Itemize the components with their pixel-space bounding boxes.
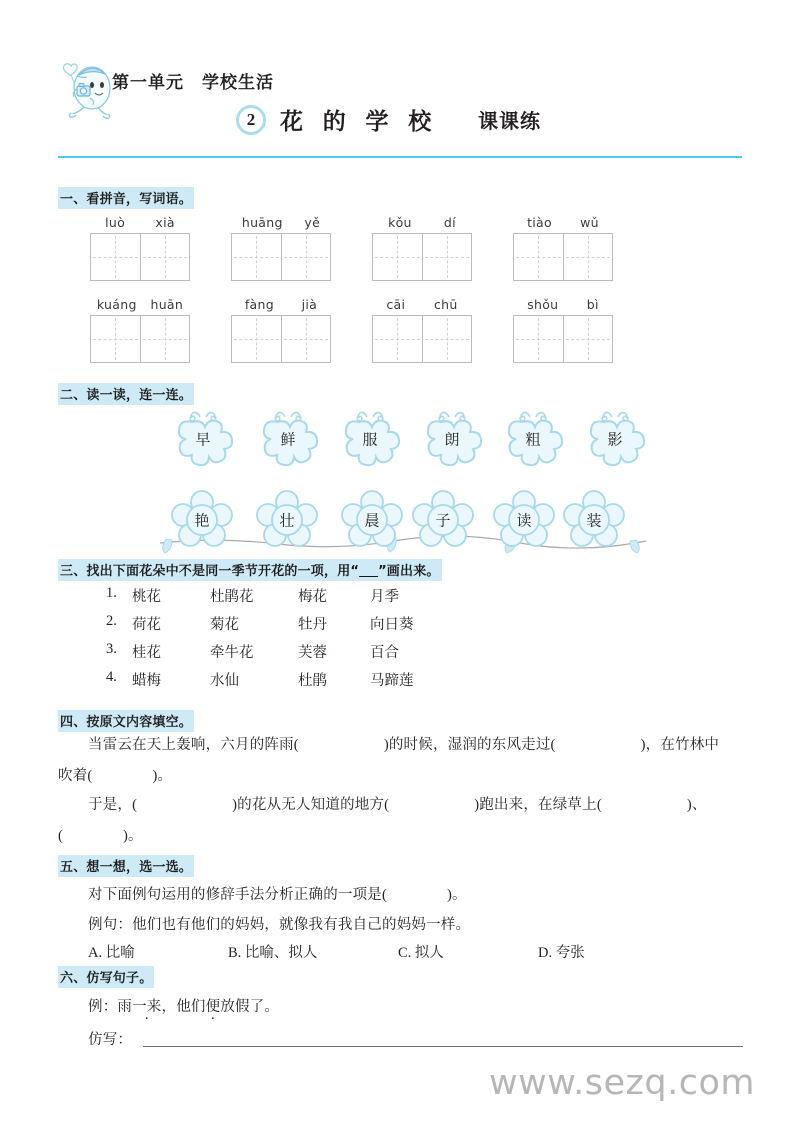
butterfly-character: 服 (362, 432, 378, 449)
flower-word[interactable]: 菊花 (210, 617, 239, 633)
butterfly-character: 鲜 (280, 432, 296, 449)
flower-season-list (106, 585, 414, 697)
flower-word[interactable]: 蜡梅 (132, 673, 161, 689)
flower-word[interactable]: 桂花 (132, 645, 161, 661)
flower-card-2[interactable] (256, 489, 318, 549)
page-header (0, 0, 800, 170)
pinyin-syllable: shǒu (527, 297, 559, 312)
imitation-example (88, 995, 279, 1016)
para-text: 当雷云在天上轰响，六月的阵雨( (88, 737, 299, 753)
example-prefix: 例：雨 (88, 999, 133, 1015)
item-number: 4. (106, 669, 117, 685)
tianzige-box[interactable] (140, 234, 189, 280)
para-text: 于是，( (88, 797, 138, 813)
flower-character: 晨 (364, 513, 380, 530)
pinyin-syllable: bì (586, 297, 599, 312)
flower-character: 子 (435, 513, 451, 530)
butterfly-card-6[interactable] (582, 408, 648, 468)
pinyin-syllable: huān (150, 297, 184, 312)
example-middle: ，他们 (161, 999, 206, 1015)
flower-word[interactable]: 百合 (370, 645, 399, 661)
pinyin-row (90, 297, 190, 312)
para-text: )、 (686, 797, 707, 813)
pinyin-row (231, 297, 331, 312)
lesson-title-row (236, 103, 438, 136)
flower-word[interactable]: 梅花 (298, 589, 327, 605)
tianzige-box[interactable] (422, 316, 471, 362)
section-heading-6: 六、仿写句子。 (58, 966, 154, 988)
pinyin-cell-1 (90, 215, 190, 281)
section-heading-3 (58, 559, 442, 581)
section-heading-3-after: ”画出来。 (378, 564, 440, 579)
flower-word[interactable]: 马蹄莲 (370, 673, 414, 689)
tianzige-grid[interactable] (513, 233, 613, 281)
pinyin-syllable: huāng (241, 215, 283, 230)
flower-word[interactable]: 杜鹃花 (210, 589, 254, 605)
para-text: ( (58, 828, 64, 844)
unit-title: 第一单元 学校生活 (112, 73, 274, 93)
section-heading-2: 二、读一读，连一连。 (58, 383, 194, 405)
item-number: 2. (106, 613, 117, 629)
flower-character: 装 (586, 513, 602, 530)
tianzige-grid[interactable] (90, 315, 190, 363)
pinyin-row (513, 297, 613, 312)
header-divider (58, 156, 742, 158)
pinyin-row (90, 215, 190, 230)
mc-options-row (88, 941, 585, 962)
tianzige-grid[interactable] (372, 233, 472, 281)
tianzige-box[interactable] (281, 316, 330, 362)
pinyin-row (372, 297, 472, 312)
flower-character: 艳 (194, 513, 210, 530)
mc-option-c[interactable]: C. 拟人 (398, 945, 444, 961)
tianzige-grid[interactable] (231, 233, 331, 281)
flower-card-3[interactable] (341, 489, 403, 549)
flower-word[interactable]: 桃花 (132, 589, 161, 605)
mc-option-a[interactable]: A. 比喻 (88, 945, 135, 961)
tianzige-box[interactable] (281, 234, 330, 280)
tianzige-box[interactable] (232, 316, 281, 362)
para-text: )，在竹林中 (640, 737, 720, 753)
tianzige-box[interactable] (563, 234, 612, 280)
pinyin-syllable: tiào (527, 215, 552, 230)
pinyin-cell-8 (513, 297, 613, 363)
tianzige-box[interactable] (373, 234, 422, 280)
mc-option-b[interactable]: B. 比喻、拟人 (228, 945, 318, 961)
section-heading-1: 一、看拼音，写词语。 (58, 187, 194, 209)
flower-character: 壮 (279, 513, 295, 530)
para-text: )的时候，湿润的东风走过( (383, 737, 556, 753)
para-text: 吹着( (58, 768, 93, 784)
pinyin-syllable: yě (304, 215, 321, 230)
section-heading-5: 五、想一想，选一选。 (58, 855, 194, 877)
item-number: 1. (106, 585, 117, 601)
pinyin-row (231, 215, 331, 230)
pinyin-cell-7 (372, 297, 472, 363)
section-heading-3-before: 三、找出下面花朵中不是同一季节开花的一项，用“ (60, 564, 360, 579)
blank-underline (359, 564, 378, 579)
pinyin-row (372, 215, 472, 230)
imitation-answer-line[interactable] (143, 1046, 743, 1047)
list-item[interactable] (106, 613, 414, 634)
pinyin-syllable: cāi (386, 297, 406, 312)
list-item[interactable] (106, 585, 414, 606)
butterfly-card-5[interactable] (500, 408, 566, 468)
mc-question-text: 对下面例句运用的修辞手法分析正确的一项是( (88, 887, 388, 903)
tianzige-box[interactable] (563, 316, 612, 362)
tianzige-grid[interactable] (513, 315, 613, 363)
pinyin-cell-4 (513, 215, 613, 281)
tianzige-box[interactable] (514, 234, 563, 280)
butterfly-card-2[interactable] (255, 408, 321, 468)
mc-example-sentence: 例句：他们也有他们的妈妈，就像我有我自己的妈妈一样。 (88, 917, 471, 933)
emphasized-word-2: 便 (205, 999, 221, 1015)
flower-word[interactable]: 牵牛花 (210, 645, 254, 661)
mc-question-tail: )。 (447, 887, 467, 903)
pinyin-cell-2 (231, 215, 331, 281)
butterfly-card-4[interactable] (419, 408, 485, 468)
flower-word[interactable]: 牡丹 (298, 617, 327, 633)
pinyin-syllable: dí (443, 215, 456, 230)
tianzige-box[interactable] (140, 316, 189, 362)
para-text: )。 (123, 828, 143, 844)
tianzige-box[interactable] (373, 316, 422, 362)
flower-word[interactable]: 水仙 (210, 673, 239, 689)
pinyin-syllable: fàng (244, 297, 274, 312)
list-item[interactable] (106, 669, 414, 690)
site-watermark: www.sezq.com (489, 1063, 756, 1103)
tianzige-box[interactable] (91, 316, 140, 362)
para-text: )跑出来，在绿草上( (474, 797, 602, 813)
tianzige-box[interactable] (232, 234, 281, 280)
tianzige-grid[interactable] (90, 233, 190, 281)
pinyin-syllable: wǔ (580, 215, 599, 230)
flower-card-4[interactable] (412, 489, 474, 549)
practice-label: 课课练 (478, 109, 541, 133)
pinyin-cell-3 (372, 215, 472, 281)
tianzige-box[interactable] (422, 234, 471, 280)
pinyin-syllable: chū (434, 297, 458, 312)
pinyin-syllable: xià (155, 215, 175, 230)
mc-option-d[interactable]: D. 夸张 (538, 945, 585, 961)
flower-word[interactable]: 荷花 (132, 617, 161, 633)
list-item[interactable] (106, 641, 414, 662)
pinyin-syllable: jià (301, 297, 318, 312)
lesson-number-badge: 2 (236, 105, 266, 135)
fill-blank-paragraph-2 (58, 790, 748, 852)
pinyin-cell-5 (90, 297, 190, 363)
pinyin-cell-6 (231, 297, 331, 363)
pinyin-syllable: kuáng (96, 297, 137, 312)
emphasized-word-1: 一来 (132, 999, 162, 1015)
item-number: 3. (106, 641, 117, 657)
butterfly-card-1[interactable] (170, 408, 236, 468)
example-suffix: 放假了。 (220, 999, 280, 1015)
butterfly-character: 早 (195, 432, 211, 449)
flower-card-5[interactable] (493, 489, 555, 549)
tianzige-box[interactable] (91, 234, 140, 280)
pinyin-syllable: luò (105, 215, 126, 230)
tianzige-box[interactable] (514, 316, 563, 362)
para-text: )的花从无人知道的地方( (232, 797, 390, 813)
flower-word[interactable]: 杜鹃 (298, 673, 327, 689)
butterfly-character: 粗 (525, 432, 541, 449)
pinyin-row (513, 215, 613, 230)
egg-mascot-with-camera-icon (57, 55, 119, 123)
tianzige-grid[interactable] (231, 315, 331, 363)
section-heading-4: 四、按原文内容填空。 (58, 710, 194, 732)
lesson-title: 花 的 学 校 (280, 109, 439, 134)
butterfly-character: 影 (607, 432, 623, 449)
butterfly-card-3[interactable] (337, 408, 403, 468)
tianzige-grid[interactable] (372, 315, 472, 363)
flower-word[interactable]: 向日葵 (370, 617, 414, 633)
fill-blank-paragraph-1 (58, 730, 748, 792)
flower-card-1[interactable] (171, 489, 233, 549)
flower-word[interactable]: 月季 (370, 589, 399, 605)
butterfly-character: 朗 (444, 432, 460, 449)
mc-question (88, 883, 467, 904)
flower-word[interactable]: 芙蓉 (298, 645, 327, 661)
imitation-answer-label: 仿写： (88, 1032, 133, 1048)
pinyin-syllable: kǒu (388, 215, 412, 230)
flower-card-6[interactable] (563, 489, 625, 549)
para-text: )。 (152, 768, 173, 784)
flower-character: 读 (516, 513, 532, 530)
